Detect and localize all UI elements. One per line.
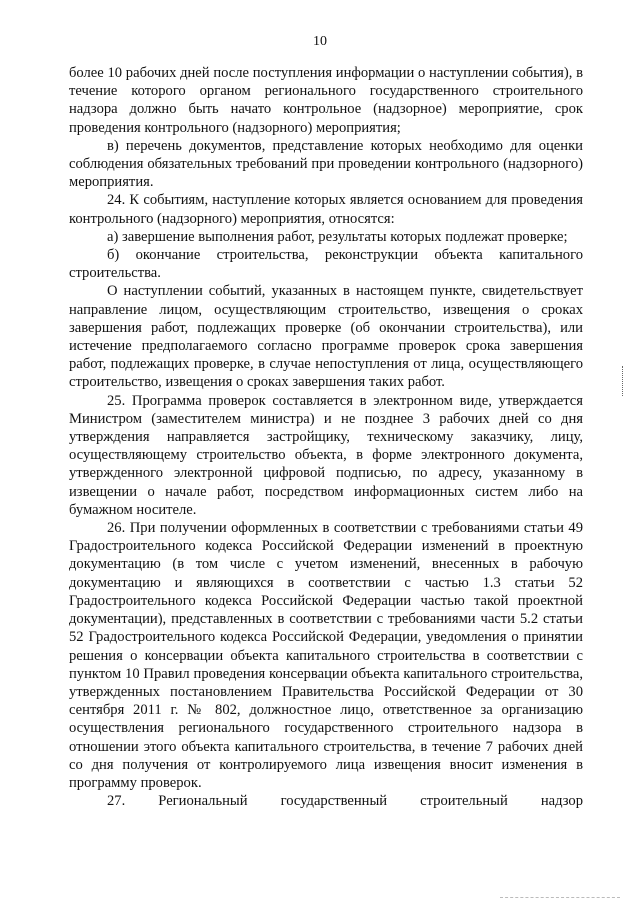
paragraph: более 10 рабочих дней после поступления информации о наступлении события), в течение которого органом регионального государственного строительного надзора должно быть начато контрольное (надзорное) мероприятие, срок проведения контрольного (надзорного) мероприятия;	[69, 65, 583, 136]
paragraph: б) окончание строительства, реконструкции объекта капитального строительства.	[69, 247, 583, 282]
paragraph: а) завершение выполнения работ, результаты которых подлежат проверке;	[107, 228, 568, 245]
paragraph: 27. Региональный государственный строительный надзор	[107, 793, 583, 810]
paragraph: 25. Программа проверок составляется в электронном виде, утверждается Министром (заместителем министра) и не позднее 3 рабочих дней со дня утверждения направляется застройщику, техническому заказчику, лицу, осуществляющему строительство объекта, в форме электронного документа, утвержденного электронной цифровой подписью, по адресу, указанному в извещении о начале работ, посредством информационных систем либо на бумажном носителе.	[69, 392, 583, 518]
paragraph: 24. К событиям, наступление которых является основанием для проведения контрольного (надзорного) мероприятия, относятся:	[69, 192, 583, 227]
body-text	[69, 64, 583, 810]
page-number: 10	[313, 34, 327, 49]
paragraph: в) перечень документов, представление которых необходимо для оценки соблюдения обязательных требований при проведении контрольного (надзорного) мероприятия.	[69, 137, 583, 191]
scan-edge-artifact	[500, 897, 620, 899]
paragraph: 26. При получении оформленных в соответствии с требованиями статьи 49 Градостроительного кодекса Российской Федерации изменений в проектную документацию (в том числе с учетом изменений, внесенных в рабочую документацию и являющихся в соответствии с частью 1.3 статьи 52 Градостроительного кодекса Российской Федерации частью такой проектной документации), представленных в соответствии с требованиями части 5.2 статьи 52 Градостроительного кодекса Российской Федерации, уведомления о принятии решения о консервации объекта капитального строительства в соответствии с пунктом 10 Правил проведения консервации объекта капитального строительства, утвержденных постановлением Правительства Российской Федерации от 30 сентября 2011 г. № 802, должностное лицо, ответственное за организацию осуществления регионального государственного строительного надзора в отношении этого объекта капитального строительства, в течение 7 рабочих дней со дня получения от контролируемого лица извещения вносит изменения в программу проверок.	[69, 520, 583, 791]
paragraph: О наступлении событий, указанных в настоящем пункте, свидетельствует направление лицом, осуществляющим строительство, извещения о сроках завершения работ, подлежащих проверке (об окончании строительства), или истечение предполагаемого согласно программе проверок срока завершения работ, подлежащих проверке, в случае непоступления от лица, осуществляющего строительство, извещения о сроках завершения таких работ.	[69, 283, 583, 391]
scan-margin-mark	[622, 366, 625, 396]
